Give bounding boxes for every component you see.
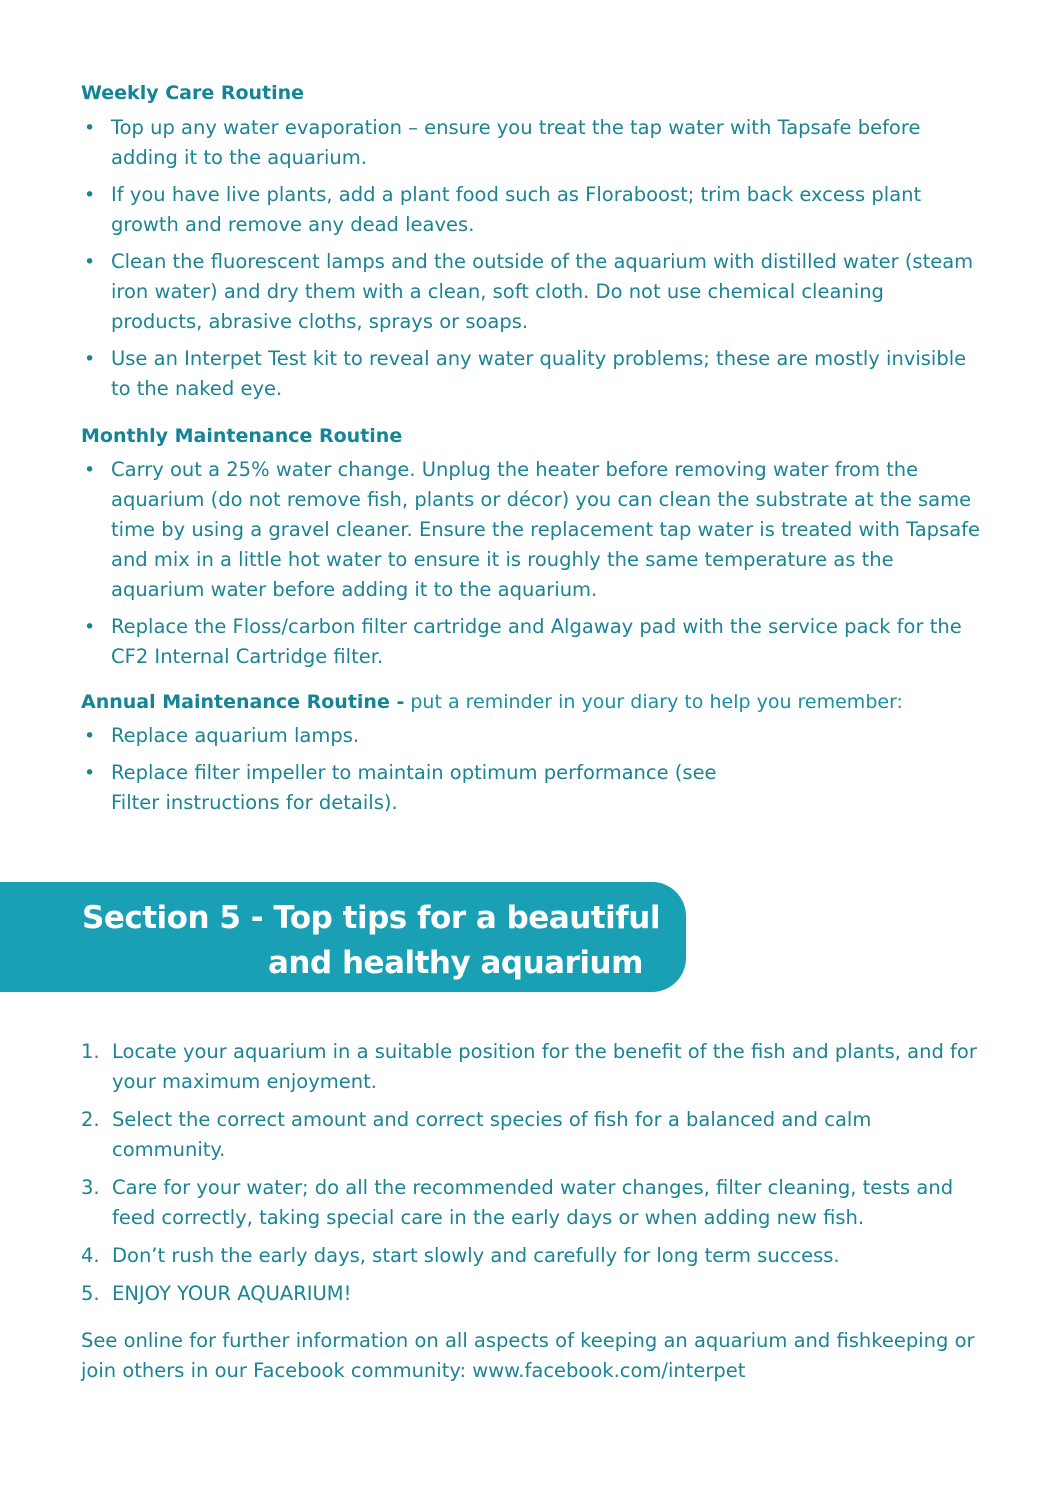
footer-note: See online for further information on all aspects of keeping an aquarium and fishkeeping or join others in our Facebook community: www.facebook.com/interpet [81,1329,975,1382]
annual-maintenance-list [81,721,981,825]
bullet-icon: • [84,725,96,747]
list-item-text: Replace the Floss/carbon filter cartridge and Algaway pad with the service pack for the CF2 Internal Cartridge filter. [111,615,962,668]
tip-item [81,1241,981,1271]
tip-number: 3. [81,1176,100,1199]
list-item-text: Carry out a 25% water change. Unplug the heater before removing water from the aquarium (do not remove fish, plants or décor) you can clean the substrate at the same time by using a gravel cleaner. Ensure the replacement tap water is treated with Tapsafe and mix in a little hot water to ensure it is roughly the same temperature as the aquarium water before adding it to the aquarium. [111,458,981,601]
weekly-care-heading: Weekly Care Routine [81,82,305,104]
section-title-line-2: and healthy aquarium [268,945,643,981]
section-title-line-1: Section 5 - Top tips for a beautiful [82,900,660,936]
list-item-text: Replace filter impeller to maintain optimum performance (see Filter instructions for details). [111,761,717,814]
annual-maintenance-heading [81,690,903,714]
list-item-text: If you have live plants, add a plant food such as Floraboost; trim back excess plant growth and remove any dead leaves. [111,183,922,236]
list-item [81,247,981,337]
monthly-maintenance-heading: Monthly Maintenance Routine [81,425,403,447]
tip-text: Care for your water; do all the recommended water changes, filter cleaning, tests and feed correctly, taking special care in the early days or when adding new fish. [112,1176,954,1229]
list-item-text: Clean the fluorescent lamps and the outside of the aquarium with distilled water (steam iron water) and dry them with a clean, soft cloth. Do not use chemical cleaning products, abrasive cloths, sprays or soaps. [111,250,974,333]
bullet-icon: • [84,251,96,273]
monthly-maintenance-list [81,455,981,679]
tip-text: Locate your aquarium in a suitable position for the benefit of the fish and plants, and for your maximum enjoyment. [112,1040,977,1093]
annual-heading-bold: Annual Maintenance Routine - [81,691,405,713]
list-item [81,113,981,173]
tip-number: 5. [81,1282,100,1305]
bullet-icon: • [84,459,96,481]
tip-text: Don’t rush the early days, start slowly and carefully for long term success. [112,1244,840,1267]
top-tips-list [81,1037,981,1317]
annual-heading-note: put a reminder in your diary to help you remember: [404,691,903,713]
bullet-icon: • [84,616,96,638]
bullet-icon: • [84,762,96,784]
list-item-text: Top up any water evaporation – ensure you treat the tap water with Tapsafe before adding it to the aquarium. [111,116,921,169]
tip-number: 2. [81,1108,100,1131]
tip-item [81,1105,932,1165]
tip-number: 4. [81,1244,100,1267]
tip-text: ENJOY YOUR AQUARIUM! [112,1282,352,1305]
bullet-icon: • [84,348,96,370]
bullet-icon: • [84,117,96,139]
tip-number: 1. [81,1040,100,1063]
section-5-banner [0,882,686,992]
list-item [81,612,981,672]
list-item-text: Replace aquarium lamps. [111,724,360,747]
tip-item [81,1037,981,1097]
list-item [81,758,751,818]
tip-item [81,1279,981,1309]
list-item [81,721,981,751]
list-item-text: Use an Interpet Test kit to reveal any water quality problems; these are mostly invisible to the naked eye. [111,347,967,400]
tip-text: Select the correct amount and correct species of fish for a balanced and calm community. [112,1108,872,1161]
list-item [81,344,981,404]
list-item [81,180,981,240]
list-item [81,455,981,605]
bullet-icon: • [84,184,96,206]
tip-item [81,1173,981,1233]
weekly-care-list [81,113,981,411]
